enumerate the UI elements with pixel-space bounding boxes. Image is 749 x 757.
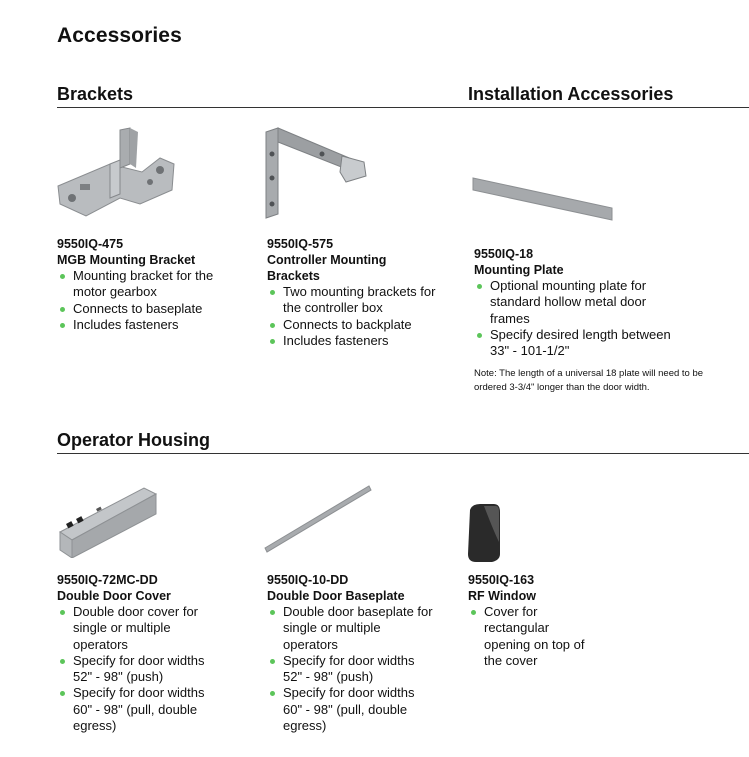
product-sku: 9550IQ-72MC-DD — [57, 573, 158, 587]
product-name: RF Window — [468, 589, 536, 603]
bullet-item: Two mounting brackets for the controller box — [267, 284, 447, 317]
product-card — [267, 572, 467, 734]
section-divider — [57, 107, 749, 108]
rf-window-image — [464, 502, 504, 564]
bullet-item: Connects to backplate — [267, 317, 447, 333]
bullet-item: Cover for rectangular opening on top of the cover — [468, 604, 588, 669]
section-title-brackets: Brackets — [57, 84, 134, 104]
bullet-item: Specify for door widths 52" - 98" (push) — [57, 653, 227, 686]
product-name: MGB Mounting Bracket — [57, 253, 196, 267]
double-door-cover-image — [56, 484, 160, 558]
product-sku: 9550IQ-163 — [468, 573, 535, 587]
bullet-item: Specify for door widths 52" - 98" (push) — [267, 653, 437, 686]
product-sku: 9550IQ-575 — [267, 237, 334, 251]
product-card — [468, 572, 668, 669]
bullet-item: Double door baseplate for single or multiple operators — [267, 604, 437, 653]
product-name: Controller Mounting Brackets — [267, 253, 387, 283]
mounting-plate-image — [470, 174, 616, 224]
bullet-item: Mounting bracket for the motor gearbox — [57, 268, 227, 301]
product-sku: 9550IQ-475 — [57, 237, 124, 251]
product-note: Note: The length of a universal 18 plate will need to be ordered 3-3/4" longer than the door width. — [474, 368, 704, 394]
bullet-item: Optional mounting plate for standard hollow metal door frames — [474, 278, 689, 327]
bullet-item: Connects to baseplate — [57, 301, 227, 317]
mgb-mounting-bracket-image — [50, 124, 180, 224]
product-card — [267, 236, 467, 349]
page-title: Accessories — [57, 24, 182, 47]
bullet-item: Includes fasteners — [267, 333, 447, 349]
product-card — [57, 236, 257, 333]
product-sku: 9550IQ-18 — [474, 247, 534, 261]
bullet-item: Specify for door widths 60" - 98" (pull, double egress) — [57, 685, 227, 734]
section-title-installation-accessories: Installation Accessories — [468, 84, 674, 104]
product-sku: 9550IQ-10-DD — [267, 573, 349, 587]
controller-bracket-image — [262, 126, 372, 222]
product-name: Mounting Plate — [474, 263, 564, 277]
product-card — [474, 246, 714, 395]
product-name: Double Door Cover — [57, 589, 171, 603]
bullet-item: Includes fasteners — [57, 317, 227, 333]
bullet-item: Specify for door widths 60" - 98" (pull, double egress) — [267, 685, 437, 734]
section-divider — [57, 453, 749, 454]
bullet-item: Specify desired length between 33" - 101-1/2" — [474, 327, 689, 360]
double-door-baseplate-image — [263, 484, 375, 558]
section-title-operator-housing: Operator Housing — [57, 430, 211, 450]
bullet-item: Double door cover for single or multiple operators — [57, 604, 227, 653]
product-name: Double Door Baseplate — [267, 589, 405, 603]
product-card — [57, 572, 257, 734]
